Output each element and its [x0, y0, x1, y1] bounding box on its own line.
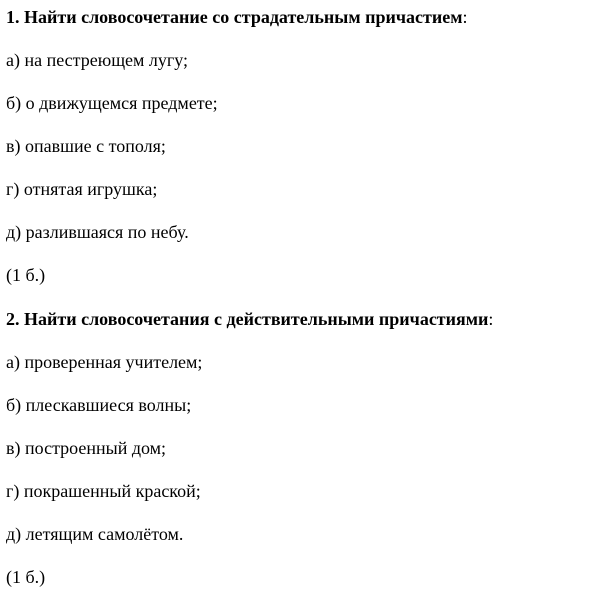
question-1-option-c: в) опавшие с тополя; [6, 136, 166, 156]
question-2-title [6, 308, 493, 330]
question-2-option-c: в) построенный дом; [6, 438, 167, 458]
question-1-option-d: г) отнятая игрушка; [6, 179, 158, 199]
question-2-score: (1 б.) [6, 567, 46, 587]
question-2-option-a: а) проверенная учителем; [6, 352, 203, 372]
question-1-title-colon: : [462, 7, 468, 27]
question-2-title-text: 2. Найти словосочетания с действительными причастиями [6, 309, 489, 329]
question-2-option-b: б) плескавшиеся волны; [6, 395, 192, 415]
question-1-score: (1 б.) [6, 265, 46, 285]
question-1-option-a: а) на пестреющем лугу; [6, 50, 189, 70]
question-2-option-d: г) покрашенный краской; [6, 481, 201, 501]
question-2-option-e: д) летящим самолётом. [6, 524, 184, 544]
question-1-option-e: д) разлившаяся по небу. [6, 222, 189, 242]
question-1-title [6, 6, 467, 28]
question-1-option-b: б) о движущемся предмете; [6, 93, 218, 113]
question-2-title-colon: : [488, 309, 494, 329]
question-1-title-text: 1. Найти словосочетание со страдательным причастием [6, 7, 463, 27]
